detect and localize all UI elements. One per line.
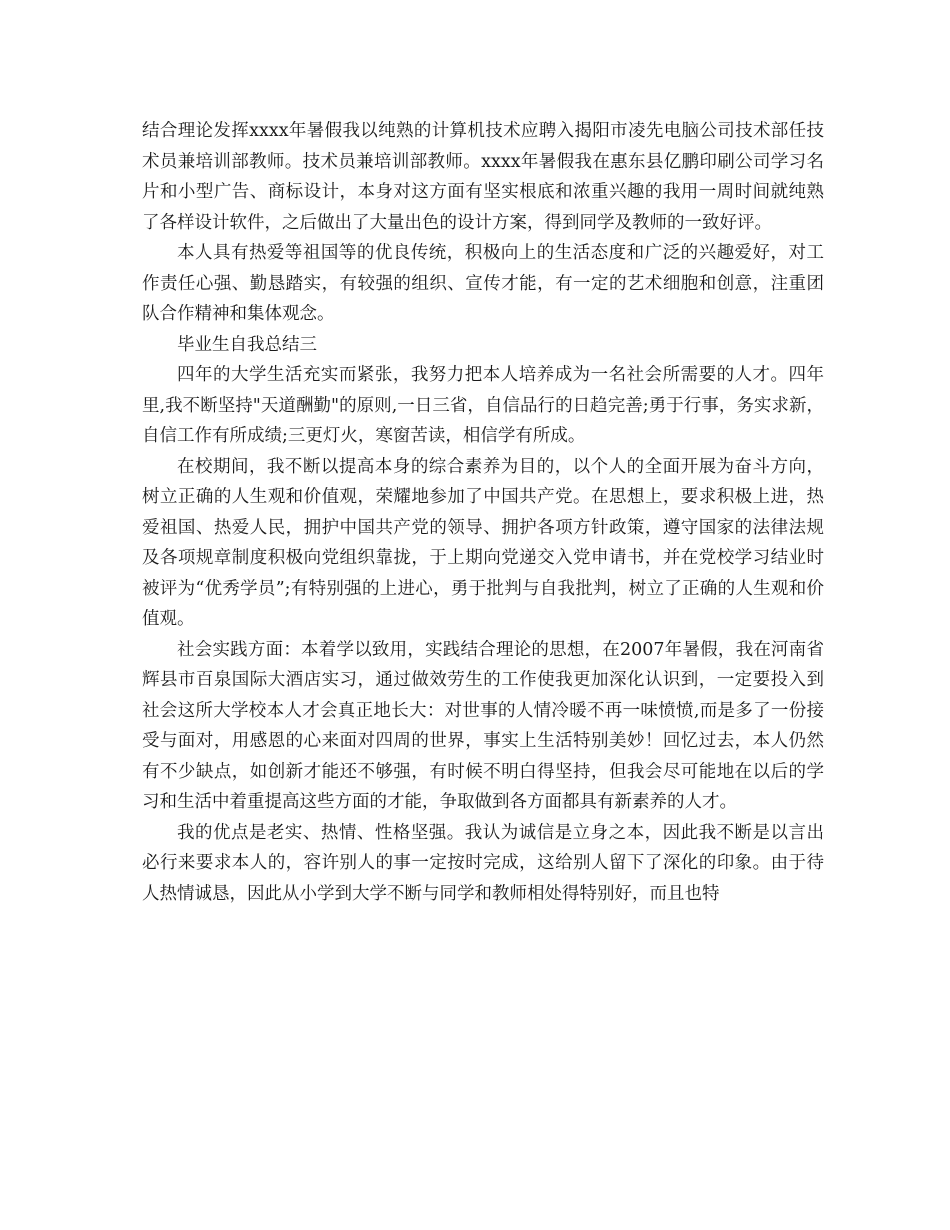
- paragraph-5: 在校期间，我不断以提高本身的综合素养为目的，以个人的全面开展为奋斗方向，树立正确的人生观和价值观，荣耀地参加了中国共产党。在思想上，要求积极上进，热爱祖国、热爱人民，拥护中国共产党的领导、拥护各项方针政策，遵守国家的法律法规及各项规章制度积极向党组织靠拢，于上期向党递交入党申请书，并在党校学习结业时被评为“优秀学员”;有特别强的上进心，勇于批判与自我批判，树立了正确的人生观和价值观。: [142, 456, 824, 629]
- section-heading: 毕业生自我总结三: [177, 334, 317, 355]
- document-page: [142, 116, 824, 909]
- paragraph-2: 本人具有热爱等祖国等的优良传统，积极向上的生活态度和广泛的兴趣爱好，对工作责任心强、勤恳踏实，有较强的组织、宣传才能，有一定的艺术细胞和创意，注重团队合作精神和集体观念。: [142, 243, 824, 324]
- paragraph-6: 社会实践方面：本着学以致用，实践结合理论的思想，在2007年暑假，我在河南省辉县市百泉国际大酒店实习，通过做效劳生的工作使我更加深化认识到，一定要投入到社会这所大学校本人才会真正地长大：对世事的人情冷暖不再一味愤愤,而是多了一份接受与面对，用感恩的心来面对四周的世界，事实上生活特别美妙！回忆过去，本人仍然有不少缺点，如创新才能还不够强，有时候不明白得坚持，但我会尽可能地在以后的学习和生活中着重提高这些方面的才能，争取做到各方面都具有新素养的人才。: [142, 639, 824, 812]
- paragraph-4: 四年的大学生活充实而紧张，我努力把本人培养成为一名社会所需要的人才。四年里,我不断坚持"天道酬勤"的原则,一日三省，自信品行的日趋完善;勇于行事，务实求新，自信工作有所成绩;三更灯火，寒窗苦读，相信学有所成。: [142, 365, 824, 446]
- paragraph-7: 我的优点是老实、热情、性格坚强。我认为诚信是立身之本，因此我不断是以言出必行来要求本人的，容许别人的事一定按时完成，这给别人留下了深化的印象。由于待人热情诚恳，因此从小学到大学不断与同学和教师相处得特别好，而且也特: [142, 822, 824, 904]
- paragraph-1: 结合理论发挥xxxx年暑假我以纯熟的计算机技术应聘入揭阳市凌先电脑公司技术部任技术员兼培训部教师。技术员兼培训部教师。xxxx年暑假我在惠东县亿鹏印刷公司学习名片和小型广告、商标设计，本身对这方面有坚实根底和浓重兴趣的我用一周时间就纯熟了各样设计软件，之后做出了大量出色的设计方案，得到同学及教师的一致好评。: [142, 121, 824, 233]
